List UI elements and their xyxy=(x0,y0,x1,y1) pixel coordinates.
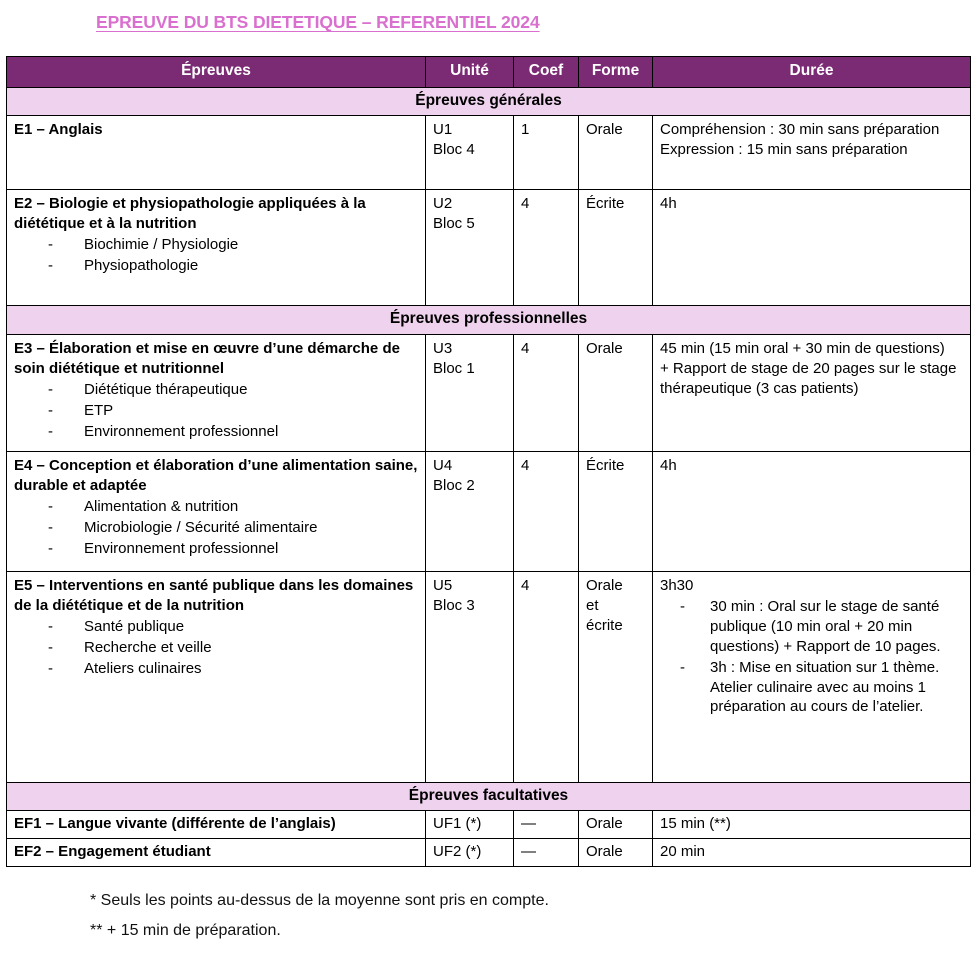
forme-line: Orale xyxy=(586,339,623,357)
column-header-coef: Coef xyxy=(514,57,579,88)
forme-line: Écrite xyxy=(586,456,625,474)
epreuve-title: E2 – Biologie et physiopathologie appliquées à la diététique et à la nutrition xyxy=(14,195,366,233)
epreuve-title: EF2 – Engagement étudiant xyxy=(14,843,211,861)
epreuve-title: EF1 – Langue vivante (différente de l’anglais) xyxy=(14,815,336,833)
forme-line: Orale xyxy=(586,843,623,861)
cell-duree-e1 xyxy=(653,116,971,190)
epreuve-subitems xyxy=(14,235,419,277)
dash-bullet-icon: - xyxy=(48,659,53,677)
duree-line: 4h xyxy=(660,456,677,474)
duree-line: Expression : 15 min sans préparation xyxy=(660,141,908,159)
column-header-duree: Durée xyxy=(653,57,971,88)
section-label: Épreuves générales xyxy=(7,87,971,116)
cell-duree-ef2 xyxy=(653,839,971,867)
cell-unite-e1 xyxy=(426,116,514,190)
cell-unite-e4 xyxy=(426,451,514,571)
list-item: - Recherche et veille xyxy=(48,638,212,656)
cell-epreuve-ef1 xyxy=(7,811,426,839)
list-item: - Biochimie / Physiologie xyxy=(48,236,239,254)
cell-duree-ef1 xyxy=(653,811,971,839)
dash-bullet-icon: - xyxy=(680,597,685,615)
epreuve-title: E3 – Élaboration et mise en œuvre d’une démarche de soin diététique et nutritionnel xyxy=(14,339,400,377)
dash-bullet-icon: - xyxy=(48,497,53,515)
cell-unite-e5 xyxy=(426,571,514,782)
dash-bullet-icon: - xyxy=(48,638,53,656)
dash-bullet-icon: - xyxy=(48,257,53,275)
cell-duree-e4 xyxy=(653,451,971,571)
section-row-facultatives xyxy=(7,782,971,811)
epreuve-subitems xyxy=(14,380,419,443)
table-row xyxy=(7,451,971,571)
cell-coef-e5: 4 xyxy=(514,571,579,782)
list-item: - 30 min : Oral sur le stage de santé publique (10 min oral + 20 min questions) + Rapport de 10 pages. xyxy=(680,597,941,655)
table-row xyxy=(7,116,971,190)
list-item: - Environnement professionnel xyxy=(48,422,279,440)
unite-line: U4 xyxy=(433,456,453,474)
forme-line: et xyxy=(586,596,599,614)
exam-table-container xyxy=(6,56,970,867)
column-header-unite: Unité xyxy=(426,57,514,88)
table-row xyxy=(7,190,971,306)
cell-coef-e2: 4 xyxy=(514,190,579,306)
footnotes xyxy=(90,886,549,945)
duree-line: Compréhension : 30 min sans préparation xyxy=(660,121,940,139)
dash-bullet-icon: - xyxy=(48,380,53,398)
cell-forme-e2 xyxy=(579,190,653,306)
epreuve-subitems xyxy=(14,617,419,680)
unite-line: Bloc 1 xyxy=(433,359,475,377)
cell-coef-e4: 4 xyxy=(514,451,579,571)
epreuve-title: E4 – Conception et élaboration d’une alimentation saine, durable et adaptée xyxy=(14,456,418,494)
cell-epreuve-e3 xyxy=(7,334,426,451)
cell-unite-e2 xyxy=(426,190,514,306)
section-row-generales xyxy=(7,87,971,116)
unite-line: U1 xyxy=(433,121,453,139)
unite-line: U2 xyxy=(433,195,453,213)
cell-epreuve-e1 xyxy=(7,116,426,190)
cell-forme-ef1 xyxy=(579,811,653,839)
list-item: - 3h : Mise en situation sur 1 thème. Atelier culinaire avec au moins 1 préparation au cours de l’atelier. xyxy=(680,658,940,716)
dash-bullet-icon: - xyxy=(48,236,53,254)
forme-line: Orale xyxy=(586,815,623,833)
table-body xyxy=(7,87,971,867)
cell-epreuve-e2 xyxy=(7,190,426,306)
list-item: - ETP xyxy=(48,401,114,419)
dash-bullet-icon: - xyxy=(48,422,53,440)
forme-line: écrite xyxy=(586,616,623,634)
section-row-professionnelles xyxy=(7,306,971,335)
section-label: Épreuves facultatives xyxy=(7,782,971,811)
cell-forme-e3 xyxy=(579,334,653,451)
duree-line: 20 min xyxy=(660,843,706,861)
duree-line: 45 min (15 min oral + 30 min de questions) xyxy=(660,339,945,357)
cell-unite-e3 xyxy=(426,334,514,451)
cell-unite-ef2 xyxy=(426,839,514,867)
cell-forme-e4 xyxy=(579,451,653,571)
unite-line: UF1 (*) xyxy=(433,815,482,833)
epreuve-title: E1 – Anglais xyxy=(14,121,103,139)
table-row xyxy=(7,571,971,782)
table-header-row xyxy=(7,57,971,88)
column-header-epreuves: Épreuves xyxy=(7,57,426,88)
table-row xyxy=(7,839,971,867)
unite-line: Bloc 5 xyxy=(433,215,475,233)
page-title: EPREUVE DU BTS DIETETIQUE – REFERENTIEL 2024 xyxy=(96,12,540,32)
list-item: - Ateliers culinaires xyxy=(48,659,202,677)
unite-line: Bloc 4 xyxy=(433,141,475,159)
cell-forme-e5 xyxy=(579,571,653,782)
duree-line: 3h30 xyxy=(660,576,694,594)
footnote-single-star: * Seuls les points au-dessus de la moyenne sont pris en compte. xyxy=(90,892,549,909)
forme-line: Orale xyxy=(586,576,623,594)
duree-subitems xyxy=(660,597,964,719)
dash-bullet-icon: - xyxy=(48,401,53,419)
unite-line: UF2 (*) xyxy=(433,843,482,861)
cell-coef-e3: 4 xyxy=(514,334,579,451)
list-item: - Santé publique xyxy=(48,617,185,635)
list-item: - Diététique thérapeutique xyxy=(48,380,248,398)
cell-duree-e3 xyxy=(653,334,971,451)
table-row xyxy=(7,334,971,451)
cell-unite-ef1 xyxy=(426,811,514,839)
dash-bullet-icon: - xyxy=(48,539,53,557)
cell-coef-ef1: — xyxy=(514,811,579,839)
cell-epreuve-e4 xyxy=(7,451,426,571)
duree-line: + Rapport de stage de 20 pages sur le stage thérapeutique (3 cas patients) xyxy=(660,359,957,397)
unite-line: Bloc 2 xyxy=(433,476,475,494)
table-row xyxy=(7,811,971,839)
cell-epreuve-ef2 xyxy=(7,839,426,867)
cell-coef-ef2: — xyxy=(514,839,579,867)
duree-line: 4h xyxy=(660,195,677,213)
dash-bullet-icon: - xyxy=(680,658,685,676)
epreuve-title: E5 – Interventions en santé publique dans les domaines de la diététique et de la nutrition xyxy=(14,576,414,614)
cell-epreuve-e5 xyxy=(7,571,426,782)
list-item: - Alimentation & nutrition xyxy=(48,497,239,515)
exam-table xyxy=(6,56,971,867)
cell-coef-e1: 1 xyxy=(514,116,579,190)
cell-forme-ef2 xyxy=(579,839,653,867)
cell-duree-e2 xyxy=(653,190,971,306)
cell-forme-e1 xyxy=(579,116,653,190)
epreuve-subitems xyxy=(14,497,419,560)
section-label: Épreuves professionnelles xyxy=(7,306,971,335)
unite-line: U3 xyxy=(433,339,453,357)
duree-line: 15 min (**) xyxy=(660,815,731,833)
dash-bullet-icon: - xyxy=(48,617,53,635)
dash-bullet-icon: - xyxy=(48,518,53,536)
footnote-double-star: ** + 15 min de préparation. xyxy=(90,921,281,939)
list-item: - Environnement professionnel xyxy=(48,539,279,557)
list-item: - Microbiologie / Sécurité alimentaire xyxy=(48,518,318,536)
unite-line: U5 xyxy=(433,576,453,594)
column-header-forme: Forme xyxy=(579,57,653,88)
list-item: - Physiopathologie xyxy=(48,257,199,275)
unite-line: Bloc 3 xyxy=(433,596,475,614)
cell-duree-e5 xyxy=(653,571,971,782)
forme-line: Écrite xyxy=(586,195,625,213)
forme-line: Orale xyxy=(586,121,623,139)
